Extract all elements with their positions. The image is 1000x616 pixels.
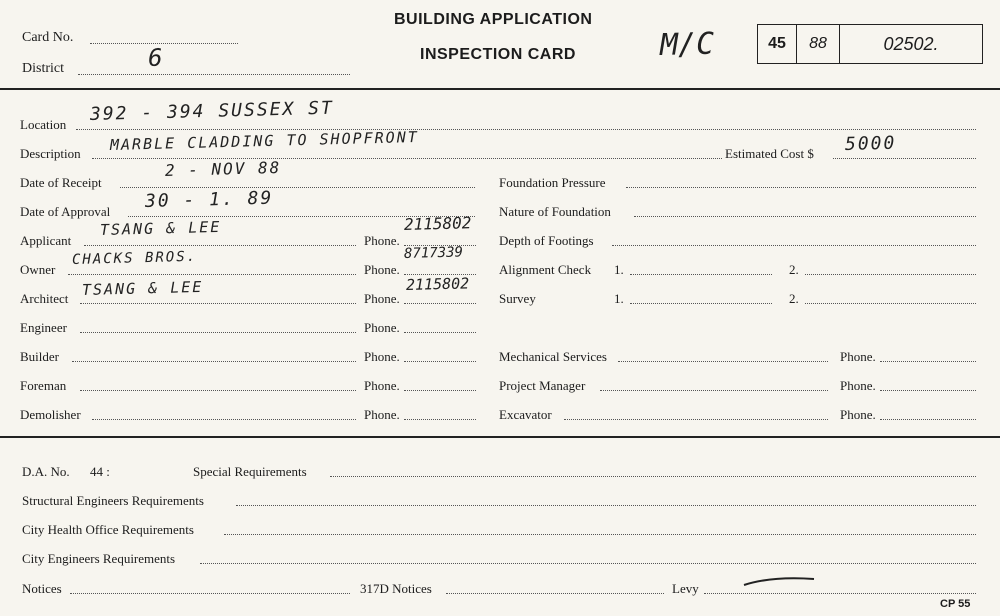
foundation-pressure-line bbox=[626, 187, 976, 188]
location-label: Location bbox=[20, 117, 67, 132]
owner-phone-value: 8717339 bbox=[403, 244, 464, 262]
architect-phone-label: Phone. bbox=[364, 291, 400, 306]
foreman-phone-label: Phone. bbox=[364, 378, 400, 393]
levy-line bbox=[704, 593, 976, 594]
city-engineers-line bbox=[200, 563, 976, 564]
date-of-approval-label: Date of Approval bbox=[20, 204, 111, 219]
project-manager-label: Project Manager bbox=[499, 378, 586, 393]
notices-317d-label: 317D Notices bbox=[360, 581, 432, 596]
builder-label: Builder bbox=[20, 349, 59, 364]
date-of-receipt-value: 2 - NOV 88 bbox=[164, 157, 282, 180]
middle-rule bbox=[0, 436, 1000, 438]
estimated-cost-value: 5000 bbox=[844, 132, 897, 155]
da-no-label: D.A. No. bbox=[22, 464, 70, 479]
levy-label: Levy bbox=[672, 581, 699, 596]
date-of-receipt-line bbox=[120, 187, 475, 188]
architect-phone-line bbox=[404, 303, 476, 304]
number-cell-year: 88 bbox=[797, 25, 840, 63]
mc-mark: M/C bbox=[659, 26, 715, 63]
survey-1-line bbox=[630, 303, 772, 304]
form-code: CP 55 bbox=[940, 598, 971, 610]
district-value: 6 bbox=[147, 43, 165, 72]
owner-value: CHACKS BROS. bbox=[71, 248, 198, 268]
project-manager-phone-line bbox=[880, 390, 976, 391]
architect-value: TSANG & LEE bbox=[81, 277, 204, 299]
location-line bbox=[76, 129, 976, 130]
number-cell-serial: 02502. bbox=[883, 33, 939, 54]
architect-label: Architect bbox=[20, 291, 69, 306]
foundation-pressure-label: Foundation Pressure bbox=[499, 175, 606, 190]
estimated-cost-label: Estimated Cost $ bbox=[725, 146, 814, 161]
project-manager-line bbox=[600, 390, 828, 391]
city-health-line bbox=[224, 534, 976, 535]
alignment-check-label: Alignment Check bbox=[499, 262, 592, 277]
demolisher-line bbox=[92, 419, 356, 420]
excavator-label: Excavator bbox=[499, 407, 552, 422]
title-line-2: INSPECTION CARD bbox=[420, 46, 576, 63]
da-no-value: 44 : bbox=[90, 464, 110, 479]
estimated-cost-line bbox=[833, 158, 976, 159]
district-line bbox=[78, 74, 350, 75]
foreman-phone-line bbox=[404, 390, 476, 391]
demolisher-label: Demolisher bbox=[20, 407, 81, 422]
notices-line bbox=[70, 593, 350, 594]
survey-1-label: 1. bbox=[614, 291, 624, 306]
survey-2-label: 2. bbox=[789, 291, 799, 306]
survey-label: Survey bbox=[499, 291, 536, 306]
alignment-check-2-label: 2. bbox=[789, 262, 799, 277]
district-label: District bbox=[22, 61, 64, 76]
builder-phone-line bbox=[404, 361, 476, 362]
excavator-phone-line bbox=[880, 419, 976, 420]
builder-phone-label: Phone. bbox=[364, 349, 400, 364]
alignment-check-1-line bbox=[630, 274, 772, 275]
owner-line bbox=[68, 274, 356, 275]
engineer-line bbox=[80, 332, 356, 333]
alignment-check-2-line bbox=[805, 274, 976, 275]
notices-317d-line bbox=[446, 593, 664, 594]
city-engineers-label: City Engineers Requirements bbox=[22, 551, 176, 566]
nature-of-foundation-line bbox=[634, 216, 976, 217]
survey-2-line bbox=[805, 303, 976, 304]
mechanical-services-label: Mechanical Services bbox=[499, 349, 607, 364]
engineer-phone-line bbox=[404, 332, 476, 333]
applicant-label: Applicant bbox=[20, 233, 72, 248]
title-line-1: BUILDING APPLICATION bbox=[394, 11, 593, 28]
application-number-box bbox=[757, 24, 983, 64]
demolisher-phone-line bbox=[404, 419, 476, 420]
builder-line bbox=[72, 361, 356, 362]
nature-of-foundation-label: Nature of Foundation bbox=[499, 204, 611, 219]
header-rule bbox=[0, 88, 1000, 90]
project-manager-phone-label: Phone. bbox=[840, 378, 876, 393]
special-requirements-line bbox=[330, 476, 976, 477]
engineer-phone-label: Phone. bbox=[364, 320, 400, 335]
depth-of-footings-label: Depth of Footings bbox=[499, 233, 594, 248]
excavator-phone-label: Phone. bbox=[840, 407, 876, 422]
card-no-label: Card No. bbox=[22, 30, 74, 45]
levy-pen-stroke bbox=[742, 574, 816, 588]
structural-engineers-label: Structural Engineers Requirements bbox=[22, 493, 204, 508]
mechanical-services-phone-label: Phone. bbox=[840, 349, 876, 364]
date-of-approval-value: 30 - 1. 89 bbox=[144, 187, 274, 212]
demolisher-phone-label: Phone. bbox=[364, 407, 400, 422]
special-requirements-label: Special Requirements bbox=[193, 464, 307, 479]
description-label: Description bbox=[20, 146, 81, 161]
depth-of-footings-line bbox=[612, 245, 976, 246]
applicant-phone-value: 2115802 bbox=[403, 213, 472, 234]
mechanical-services-line bbox=[618, 361, 828, 362]
notices-label: Notices bbox=[22, 581, 62, 596]
foreman-label: Foreman bbox=[20, 378, 67, 393]
engineer-label: Engineer bbox=[20, 320, 67, 335]
owner-phone-label: Phone. bbox=[364, 262, 400, 277]
description-value: MARBLE CLADDING TO SHOPFRONT bbox=[109, 127, 420, 154]
owner-label: Owner bbox=[20, 262, 56, 277]
structural-engineers-line bbox=[236, 505, 976, 506]
architect-phone-value: 2115802 bbox=[405, 274, 470, 294]
applicant-value: TSANG & LEE bbox=[99, 217, 222, 239]
excavator-line bbox=[564, 419, 828, 420]
city-health-label: City Health Office Requirements bbox=[22, 522, 194, 537]
description-line bbox=[92, 158, 722, 159]
alignment-check-1-label: 1. bbox=[614, 262, 624, 277]
foreman-line bbox=[80, 390, 356, 391]
date-of-receipt-label: Date of Receipt bbox=[20, 175, 102, 190]
location-value: 392 - 394 SUSSEX ST bbox=[89, 97, 335, 125]
architect-line bbox=[80, 303, 356, 304]
applicant-line bbox=[84, 245, 356, 246]
mechanical-services-phone-line bbox=[880, 361, 976, 362]
number-cell-prefix: 45 bbox=[758, 25, 797, 63]
applicant-phone-label: Phone. bbox=[364, 233, 400, 248]
